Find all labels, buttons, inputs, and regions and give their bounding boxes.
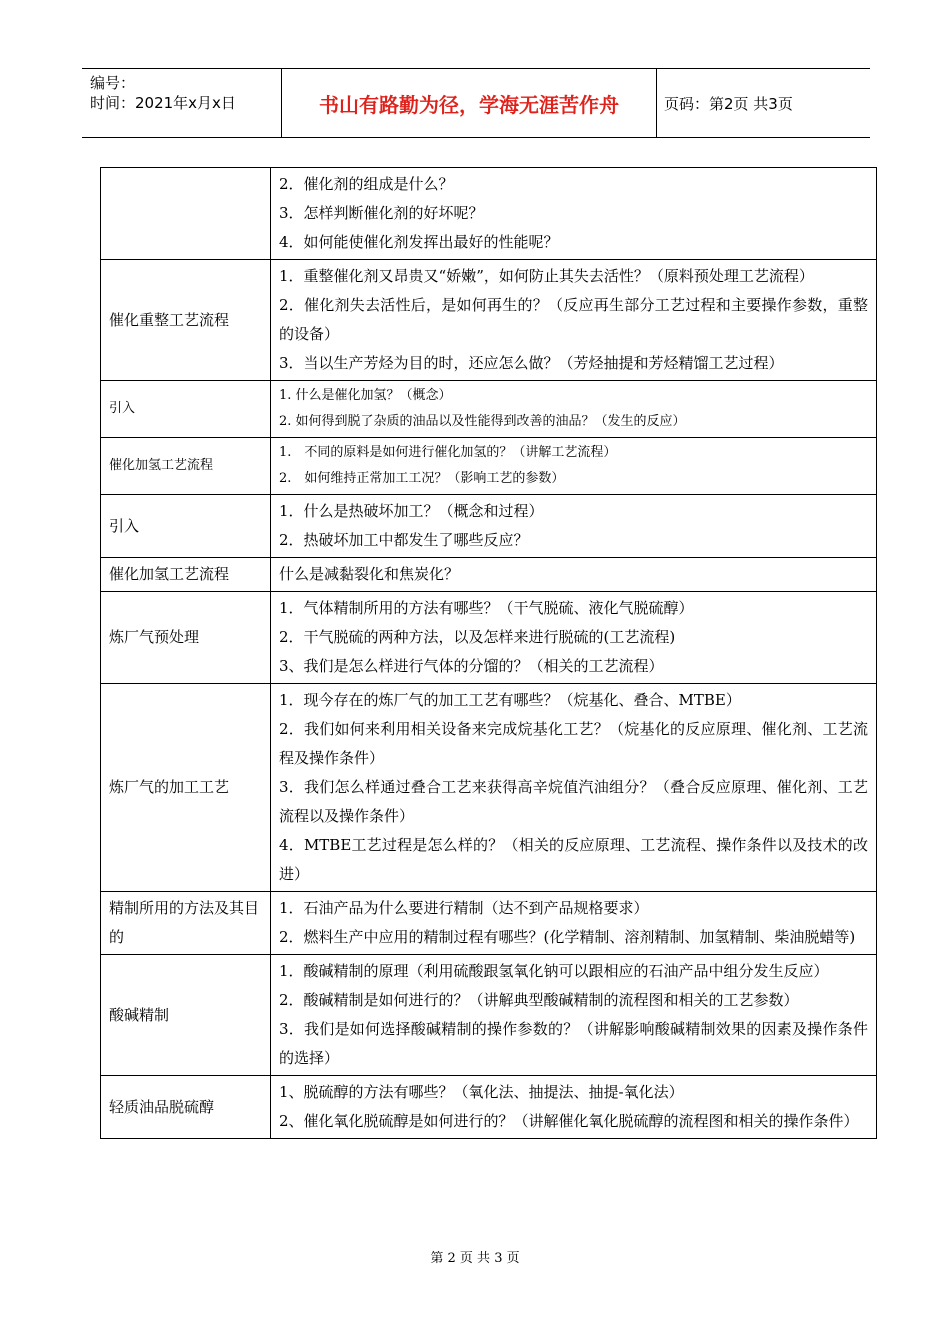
row-label: 炼厂气的加工工艺 — [101, 684, 271, 892]
page-header — [82, 68, 870, 138]
row-line: 3．当以生产芳烃为目的时，还应怎么做？（芳烃抽提和芳烃精馏工艺过程） — [279, 354, 784, 372]
row-content — [271, 684, 877, 892]
table-row — [101, 684, 877, 892]
row-line: 2．我们如何来利用相关设备来完成烷基化工艺？（烷基化的反应原理、催化剂、工艺流程及操作条件） — [279, 720, 868, 767]
table-row — [101, 381, 877, 438]
row-label: 催化重整工艺流程 — [101, 260, 271, 381]
table-row — [101, 438, 877, 495]
content-table — [100, 167, 877, 1139]
row-line: 3．我们怎么样通过叠合工艺来获得高辛烷值汽油组分？（叠合反应原理、催化剂、工艺流程以及操作条件） — [279, 778, 868, 825]
row-line: 什么是减黏裂化和焦炭化？ — [279, 565, 460, 583]
row-line: 2. 如何维持正常加工工况？（影响工艺的参数） — [279, 471, 565, 486]
row-line: 1. 不同的原料是如何进行催化加氢的？（讲解工艺流程） — [279, 445, 617, 460]
row-content — [271, 381, 877, 438]
row-content — [271, 955, 877, 1076]
row-label: 引入 — [101, 381, 271, 438]
row-label: 酸碱精制 — [101, 955, 271, 1076]
row-line: 3．怎样判断催化剂的好坏呢？ — [279, 204, 484, 222]
table-row — [101, 495, 877, 558]
row-line: 1．气体精制所用的方法有哪些？（干气脱硫、液化气脱硫醇） — [279, 599, 694, 617]
row-line: 4．MTBE工艺过程是怎么样的？（相关的反应原理、工艺流程、操作条件以及技术的改进） — [279, 836, 868, 883]
table-row — [101, 558, 877, 592]
row-content — [271, 168, 877, 260]
row-line: 2．酸碱精制是如何进行的？（讲解典型酸碱精制的流程图和相关的工艺参数） — [279, 991, 799, 1009]
header-info — [82, 69, 282, 137]
table-row — [101, 592, 877, 684]
row-line: 1．石油产品为什么要进行精制（达不到产品规格要求） — [279, 899, 649, 917]
time-label: 时间：2021年x月x日 — [90, 94, 236, 112]
table-row — [101, 168, 877, 260]
row-content — [271, 558, 877, 592]
row-content — [271, 495, 877, 558]
row-content — [271, 438, 877, 495]
row-line: 1. 什么是催化加氢？（概念） — [279, 388, 452, 403]
row-label — [101, 168, 271, 260]
row-line: 3、我们是怎么样进行气体的分馏的？（相关的工艺流程） — [279, 657, 664, 675]
row-line: 1．重整催化剂又昂贵又“娇嫩”，如何防止其失去活性？（原料预处理工艺流程） — [279, 267, 814, 285]
row-label: 引入 — [101, 495, 271, 558]
row-line: 3．我们是如何选择酸碱精制的操作参数的？（讲解影响酸碱精制效果的因素及操作条件的选择） — [279, 1020, 868, 1067]
row-line: 1、脱硫醇的方法有哪些？（氧化法、抽提法、抽提-氧化法） — [279, 1083, 684, 1101]
row-line: 2．热破坏加工中都发生了哪些反应？ — [279, 531, 529, 549]
table-row — [101, 1076, 877, 1139]
row-line: 2．催化剂的组成是什么？ — [279, 175, 454, 193]
row-content — [271, 592, 877, 684]
row-content — [271, 892, 877, 955]
table-row — [101, 955, 877, 1076]
table-row — [101, 892, 877, 955]
header-page-label: 页码：第2页 共3页 — [664, 94, 793, 113]
row-line: 4．如何能使催化剂发挥出最好的性能呢？ — [279, 233, 559, 251]
header-motto: 书山有路勤为径，学海无涯苦作舟 — [282, 69, 657, 137]
row-line: 2、催化氧化脱硫醇是如何进行的？（讲解催化氧化脱硫醇的流程图和相关的操作条件） — [279, 1112, 859, 1130]
row-content — [271, 260, 877, 381]
row-label: 催化加氢工艺流程 — [101, 438, 271, 495]
row-label: 炼厂气预处理 — [101, 592, 271, 684]
row-line: 2. 如何得到脱了杂质的油品以及性能得到改善的油品？（发生的反应） — [279, 414, 686, 429]
row-line: 2．干气脱硫的两种方法，以及怎样来进行脱硫的(工艺流程) — [279, 628, 676, 646]
page-footer: 第 2 页 共 3 页 — [430, 1251, 520, 1266]
row-line: 2．催化剂失去活性后，是如何再生的？（反应再生部分工艺过程和主要操作参数，重整的设备） — [279, 296, 868, 343]
row-label: 精制所用的方法及其目的 — [101, 892, 271, 955]
row-content — [271, 1076, 877, 1139]
row-line: 1．现今存在的炼厂气的加工工艺有哪些？（烷基化、叠合、MTBE） — [279, 691, 741, 709]
row-label: 轻质油品脱硫醇 — [101, 1076, 271, 1139]
table-row — [101, 260, 877, 381]
row-line: 1．酸碱精制的原理（利用硫酸跟氢氧化钠可以跟相应的石油产品中组分发生反应） — [279, 962, 829, 980]
number-label: 编号： — [90, 74, 136, 92]
row-line: 2．燃料生产中应用的精制过程有哪些？(化学精制、溶剂精制、加氢精制、柴油脱蜡等) — [279, 928, 856, 946]
row-label: 催化加氢工艺流程 — [101, 558, 271, 592]
row-line: 1．什么是热破坏加工？（概念和过程） — [279, 502, 544, 520]
